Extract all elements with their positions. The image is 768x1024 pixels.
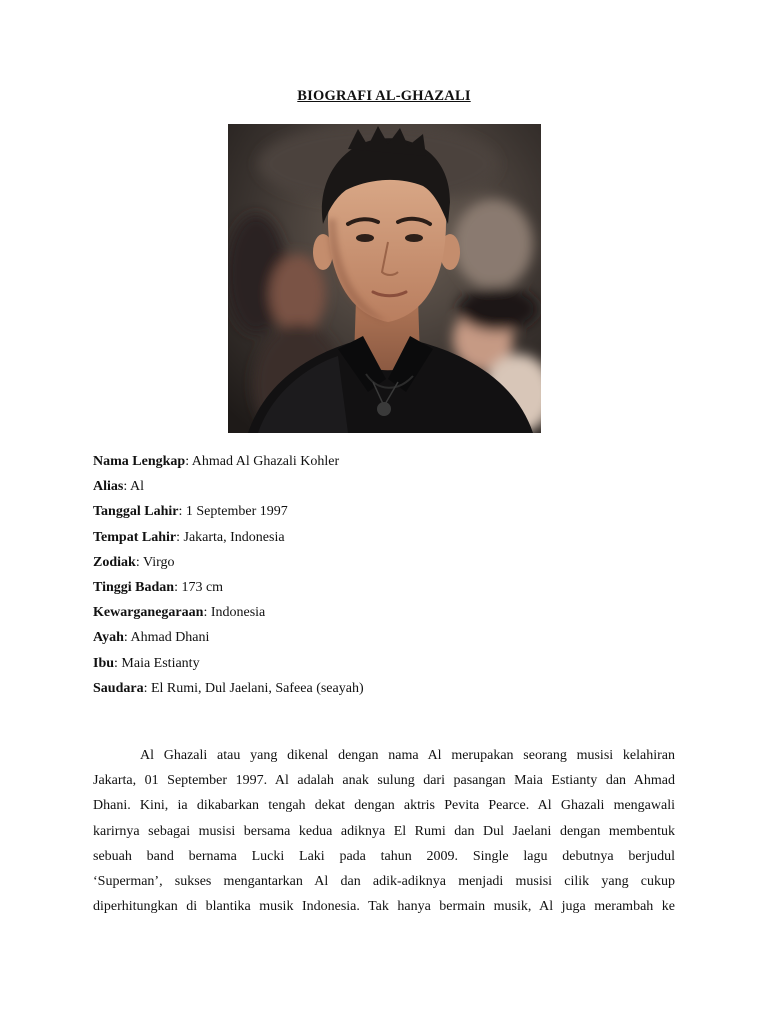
info-row-kewarganegaraan	[93, 603, 693, 628]
info-key: Ayah	[93, 630, 124, 646]
info-key: Zodiak	[93, 554, 136, 570]
info-key: Tinggi Badan	[93, 579, 175, 595]
info-value: : Maia Estianty	[114, 655, 200, 671]
info-key: Alias	[93, 479, 124, 495]
info-key: Nama Lengkap	[93, 454, 186, 469]
info-value: : Ahmad Dhani	[123, 630, 210, 646]
info-row-tempat-lahir	[93, 528, 693, 553]
bio-line: ‘Superman’, sukses mengantarkan Al dan adik-adiknya menjadi musisi cilik yang cukup	[93, 873, 675, 889]
info-row-ibu	[93, 654, 693, 679]
info-value: : 173 cm	[174, 579, 224, 595]
info-row-tanggal-lahir	[93, 502, 693, 527]
info-value: : 1 September 1997	[178, 504, 288, 520]
info-row-tinggi-badan	[93, 578, 693, 603]
profile-info-list	[93, 452, 693, 704]
bio-line: Dhani. Kini, ia dikabarkan tengah dekat dengan aktris Pevita Pearce. Al Ghazali mengawali	[93, 798, 675, 814]
info-key: Tanggal Lahir	[93, 504, 179, 520]
info-value: : El Rumi, Dul Jaelani, Safeea (seayah)	[143, 680, 364, 696]
info-value: : Ahmad Al Ghazali Kohler	[185, 454, 340, 469]
info-row-zodiak	[93, 553, 693, 578]
portrait-illustration	[228, 124, 541, 433]
info-key: Kewarganegaraan	[93, 605, 204, 621]
portrait-photo	[228, 124, 541, 433]
info-value: : Virgo	[135, 554, 175, 570]
info-key: Saudara	[93, 680, 144, 696]
info-value: : Jakarta, Indonesia	[176, 529, 285, 545]
info-key: Ibu	[93, 655, 115, 671]
info-row-nama-lengkap	[93, 452, 693, 477]
info-key: Tempat Lahir	[93, 529, 177, 545]
bio-line: Al Ghazali atau yang dikenal dengan nama Al merupakan seorang musisi kelahiran	[140, 748, 675, 763]
info-value: : Indonesia	[203, 605, 266, 621]
biography-paragraph	[93, 743, 675, 919]
info-row-ayah	[93, 628, 693, 653]
bio-line: Jakarta, 01 September 1997. Al adalah anak sulung dari pasangan Maia Estianty dan Ahmad	[93, 773, 675, 789]
bio-line: sebuah band bernama Lucki Laki pada tahun 2009. Single lagu debutnya berjudul	[93, 848, 675, 864]
document-title: BIOGRAFI AL-GHAZALI	[297, 88, 471, 104]
info-value: : Al	[123, 479, 144, 495]
bio-line: diperhitungkan di blantika musik Indonesia. Tak hanya bermain musik, Al juga merambah ke	[93, 899, 675, 915]
info-row-saudara	[93, 679, 693, 704]
info-row-alias	[93, 477, 693, 502]
bio-line: karirnya sebagai musisi bersama kedua adiknya El Rumi dan Dul Jaelani dengan membentuk	[93, 823, 675, 839]
